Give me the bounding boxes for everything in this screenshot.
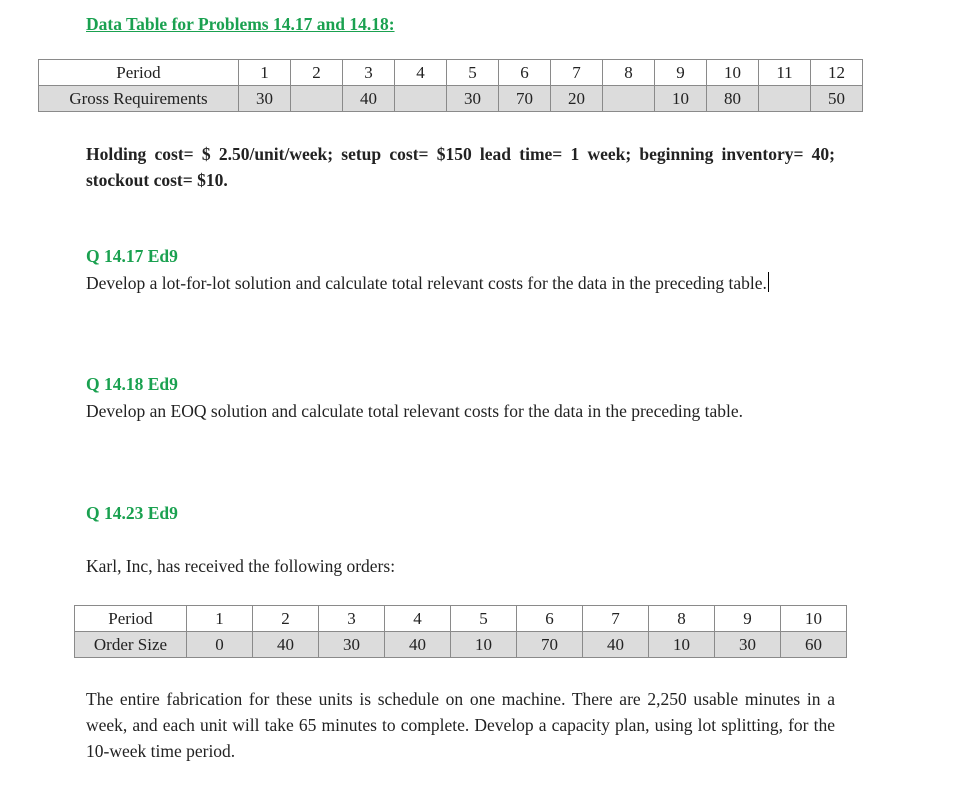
row-label: Period <box>39 60 239 86</box>
requirement-cell: 80 <box>707 86 759 112</box>
requirement-cell <box>603 86 655 112</box>
order-size-cell: 0 <box>187 632 253 658</box>
order-size-cell: 30 <box>319 632 385 658</box>
q1423-intro: Karl, Inc, has received the following orders: <box>86 556 396 576</box>
period-cell: 3 <box>343 60 395 86</box>
period-cell: 1 <box>239 60 291 86</box>
row-label: Order Size <box>75 632 187 658</box>
period-cell: 4 <box>385 606 451 632</box>
period-cell: 2 <box>291 60 343 86</box>
cost-info: Holding cost= $ 2.50/unit/week; setup cost= $150 lead time= 1 week; beginning inventory= 40; stockout cost= $10. <box>86 144 835 190</box>
period-cell: 1 <box>187 606 253 632</box>
period-cell: 7 <box>583 606 649 632</box>
period-cell: 4 <box>395 60 447 86</box>
period-cell: 11 <box>759 60 811 86</box>
row-label: Period <box>75 606 187 632</box>
gross-requirements-table <box>38 59 863 112</box>
order-size-cell: 40 <box>385 632 451 658</box>
q1418-text: Develop an EOQ solution and calculate total relevant costs for the data in the preceding table. <box>86 401 743 421</box>
period-cell: 6 <box>517 606 583 632</box>
order-size-cell: 60 <box>781 632 847 658</box>
q1423-closing: The entire fabrication for these units is schedule on one machine. There are 2,250 usable minutes in a week, and each unit will take 65 minutes to complete. Develop a capacity plan, using lot splitting, for the 10-week time period. <box>86 689 835 761</box>
q1417-text-content: Develop a lot-for-lot solution and calculate total relevant costs for the data in the preceding table. <box>86 273 767 293</box>
requirement-cell: 10 <box>655 86 707 112</box>
requirement-cell: 50 <box>811 86 863 112</box>
requirement-cell <box>395 86 447 112</box>
order-size-cell: 40 <box>253 632 319 658</box>
table-row <box>39 86 863 112</box>
table-row <box>75 632 847 658</box>
q1417-text[interactable] <box>86 270 835 296</box>
period-cell: 6 <box>499 60 551 86</box>
table-row <box>39 60 863 86</box>
period-cell: 7 <box>551 60 603 86</box>
page-title: Data Table for Problems 14.17 and 14.18: <box>86 14 395 34</box>
period-cell: 5 <box>447 60 499 86</box>
period-cell: 10 <box>781 606 847 632</box>
period-cell: 8 <box>649 606 715 632</box>
row-label: Gross Requirements <box>39 86 239 112</box>
requirement-cell: 30 <box>447 86 499 112</box>
order-size-cell: 10 <box>649 632 715 658</box>
period-cell: 9 <box>715 606 781 632</box>
table-row <box>75 606 847 632</box>
period-cell: 5 <box>451 606 517 632</box>
requirement-cell: 20 <box>551 86 603 112</box>
period-cell: 8 <box>603 60 655 86</box>
requirement-cell: 30 <box>239 86 291 112</box>
text-cursor <box>768 272 769 292</box>
requirement-cell <box>759 86 811 112</box>
period-cell: 2 <box>253 606 319 632</box>
q1418-heading: Q 14.18 Ed9 <box>86 374 178 394</box>
order-size-cell: 10 <box>451 632 517 658</box>
requirement-cell: 40 <box>343 86 395 112</box>
period-cell: 3 <box>319 606 385 632</box>
q1417-heading: Q 14.17 Ed9 <box>86 246 178 266</box>
order-size-cell: 40 <box>583 632 649 658</box>
order-size-cell: 30 <box>715 632 781 658</box>
period-cell: 12 <box>811 60 863 86</box>
requirement-cell <box>291 86 343 112</box>
order-size-table <box>74 605 847 658</box>
period-cell: 10 <box>707 60 759 86</box>
period-cell: 9 <box>655 60 707 86</box>
order-size-cell: 70 <box>517 632 583 658</box>
q1423-heading: Q 14.23 Ed9 <box>86 503 178 523</box>
requirement-cell: 70 <box>499 86 551 112</box>
